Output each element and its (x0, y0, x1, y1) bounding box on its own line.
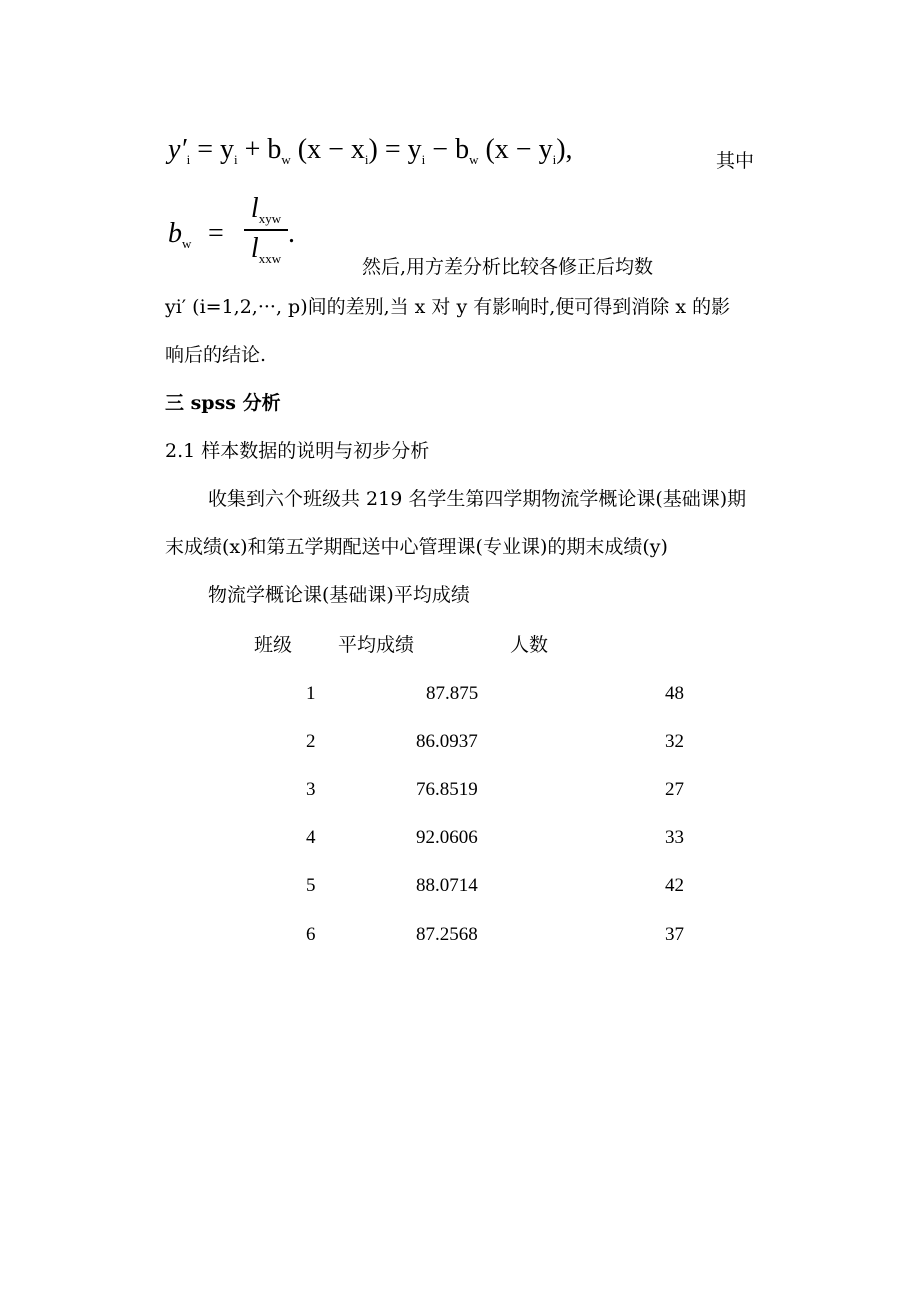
formula-b-lhs: $b_w$ (168, 218, 192, 251)
fraction-numerator: $l_{xyw}$ (250, 193, 282, 226)
para1-line3: 响后的结论. (165, 344, 267, 366)
para1-line1: 然后,用方差分析比较各修正后均数 (362, 256, 654, 278)
cell-count: 37 (665, 924, 684, 945)
cell-class: 6 (306, 924, 316, 945)
fraction-bar (244, 229, 288, 231)
cell-average: 87.2568 (416, 924, 478, 945)
cell-average: 86.0937 (416, 731, 478, 752)
fraction-denominator: $l_{xxw}$ (250, 233, 282, 266)
formula-fraction (244, 193, 288, 267)
cell-count: 48 (665, 683, 684, 704)
table-header-average: 平均成绩 (338, 634, 415, 656)
para2-line2: 末成绩(x)和第五学期配送中心管理课(专业课)的期末成绩(y) (165, 536, 668, 558)
cell-average: 88.0714 (416, 875, 478, 896)
cell-class: 4 (306, 827, 316, 848)
cell-count: 32 (665, 731, 684, 752)
section-subheading: 2.1 样本数据的说明与初步分析 (165, 440, 430, 462)
cell-class: 2 (306, 731, 316, 752)
cell-class: 5 (306, 875, 316, 896)
cell-class: 3 (306, 779, 316, 800)
cell-average: 76.8519 (416, 779, 478, 800)
formula-qizhong: 其中 (716, 150, 755, 172)
table-header-count: 人数 (510, 634, 549, 656)
formula-adjusted-mean: $y'_i = y_i + b_w$ $(x - x_i) = y_i - b_w$ $(x - y_i)$, (168, 134, 573, 167)
formula-period: . (288, 218, 295, 249)
cell-average: 92.0606 (416, 827, 478, 848)
table-caption: 物流学概论课(基础课)平均成绩 (208, 584, 470, 606)
table-header-class: 班级 (254, 634, 293, 656)
cell-class: 1 (306, 683, 316, 704)
para2-line1: 收集到六个班级共 219 名学生第四学期物流学概论课(基础课)期 (208, 488, 747, 510)
cell-count: 27 (665, 779, 684, 800)
cell-average: 87.875 (426, 683, 479, 704)
formula-equals: = (208, 218, 224, 249)
cell-count: 42 (665, 875, 684, 896)
cell-count: 33 (665, 827, 684, 848)
section-heading: 三 spss 分析 (165, 392, 281, 414)
para1-line2: yi′ (i=1,2,···, p)间的差别,当 x 对 y 有影响时,便可得到消除 x 的影 (165, 296, 731, 318)
